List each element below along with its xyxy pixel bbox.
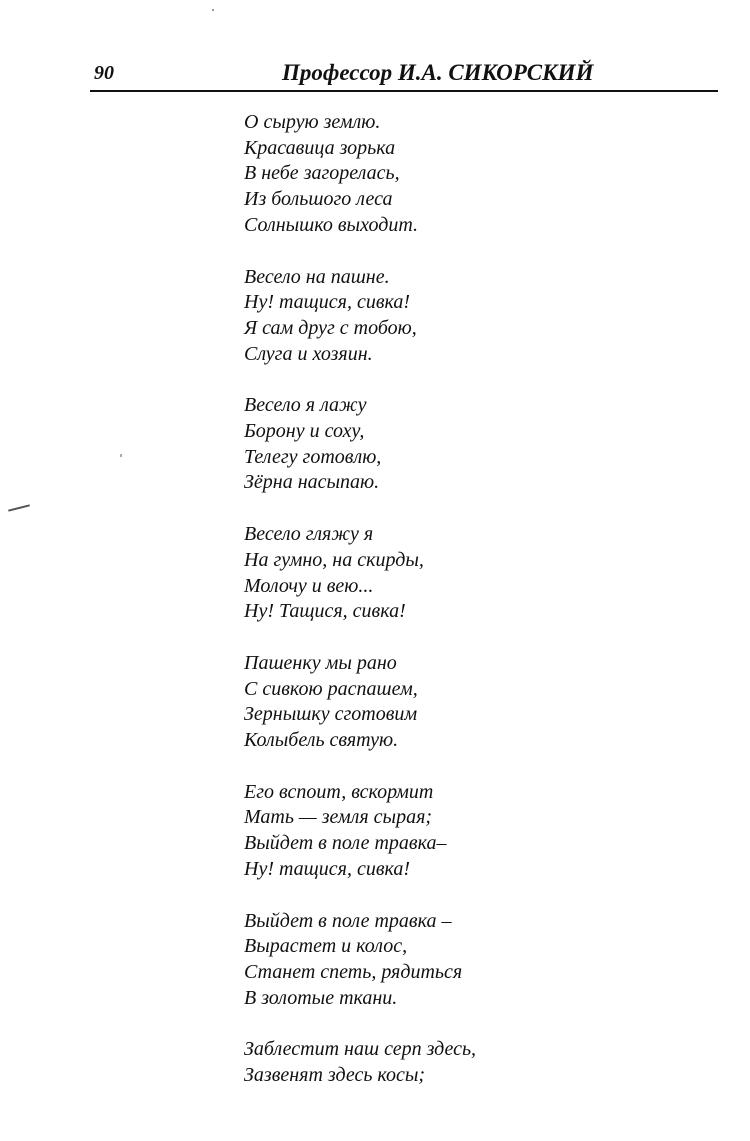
stanza [244,265,714,368]
stanza [244,651,714,754]
poem-line: Я сам друг с тобою, [244,316,417,339]
stanza [244,110,714,239]
scan-speck [212,9,214,11]
poem-line: Его вспоит, вскормит [244,780,434,803]
scan-speck [120,454,122,457]
poem-line: Заблестит наш серп здесь, [244,1038,477,1061]
poem-line: Выйдет в поле травка – [244,909,452,932]
stanza [244,780,714,883]
stanza [244,393,714,496]
poem-line: Слуга и хозяин. [244,342,373,365]
poem-line: Зазвенят здесь косы; [244,1064,426,1087]
scan-mark [8,504,30,511]
poem-line: Ну! тащися, сивка! [244,291,411,314]
stanza [244,909,714,1012]
stanza [244,1037,714,1088]
poem-line: Телегу готовлю, [244,445,382,468]
poem-line: В золотые ткани. [244,986,398,1009]
poem-body [244,110,714,1115]
poem-line: Солнышко выходит. [244,213,419,236]
poem-line: Молочу и вею... [244,574,374,597]
running-title: Профессор И.А. СИКОРСКИЙ [282,60,594,85]
poem-line: Зернышку сготовим [244,703,418,726]
poem-line: Вырастет и колос, [244,935,408,958]
header-rule [90,90,718,92]
poem-line: Колыбель святую. [244,729,399,752]
poem-line: Ну! тащися, сивка! [244,857,411,880]
stanza [244,522,714,625]
poem-line: Весело гляжу я [244,523,374,546]
poem-line: Весело на пашне. [244,265,390,288]
poem-line: Станет спеть, рядиться [244,960,463,983]
poem-line: Борону и соху, [244,420,365,443]
poem-line: На гумно, на скирды, [244,548,424,571]
page-number: 90 [94,62,114,84]
poem-line: С сивкою распашем, [244,677,418,700]
poem-line: Ну! Тащися, сивка! [244,600,406,623]
poem-line: Выйдет в поле травка– [244,832,447,855]
poem-line: В небе загорелась, [244,162,400,185]
poem-line: Мать — земля сырая; [244,806,433,829]
poem-line: Зёрна насыпаю. [244,471,380,494]
poem-line: Пашенку мы рано [244,651,397,674]
poem-line: Из большого леса [244,188,393,211]
poem-line: Красавица зорька [244,136,396,159]
poem-line: О сырую землю. [244,111,381,133]
poem-line: Весело я лажу [244,394,367,417]
page-header [90,58,718,92]
